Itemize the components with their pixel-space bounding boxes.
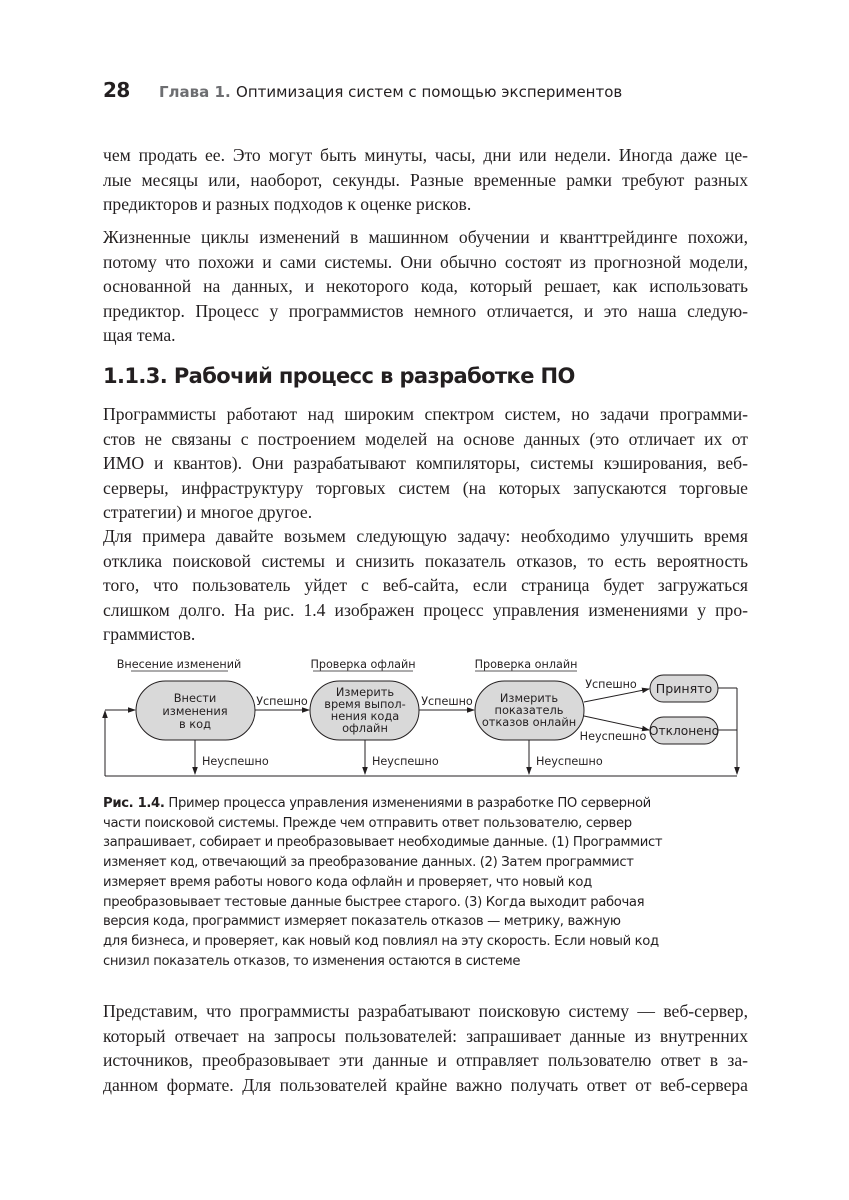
caption-line: снизил показатель отказов, то изменения остаются в системе [103, 953, 521, 969]
svg-text:Проверка офлайн: Проверка офлайн [310, 658, 416, 671]
text-line: Программисты работают над широким спектром систем, но задачи программи- [103, 404, 748, 424]
text-line: Для примера давайте возьмем следующую задачу: необходимо улучшить время [103, 526, 748, 546]
section-heading: 1.1.3. Рабочий процесс в разработке ПО [103, 364, 575, 388]
caption-line: для бизнеса, и проверяет, как новый код повлиял на эту скорость. Если новый код [103, 933, 659, 949]
svg-text:Неуспешно: Неуспешно [536, 755, 603, 768]
svg-text:в код: в код [178, 717, 212, 731]
caption-line: версия кода, программист измеряет показатель отказов — метрику, важную [103, 914, 621, 930]
stage-label-offline-check [310, 658, 415, 671]
edge-success-accepted [584, 678, 649, 702]
figure-label: Рис. 1.4. [103, 796, 165, 811]
text-line: стратегии) и многое другое. [103, 502, 313, 523]
edge-failure-1 [195, 740, 269, 774]
edge-failure-2 [365, 740, 439, 774]
svg-text:отказов онлайн: отказов онлайн [481, 715, 577, 729]
section-paragraph-2 [103, 524, 748, 647]
svg-text:Отклонено: Отклонено [648, 724, 720, 738]
process-diagram [95, 650, 755, 785]
svg-text:Неуспешно: Неуспешно [372, 755, 439, 768]
outcome-rail [718, 688, 737, 774]
stage-label-online-check [475, 658, 578, 671]
page-number: 28 [103, 78, 130, 102]
text-line: слишком долго. На рис. 1.4 изображен процесс управления изменениями у про- [103, 599, 748, 620]
text-line: того, что пользователь уйдет с веб-сайта, если страница будет загружаться [103, 575, 748, 596]
svg-text:Успешно: Успешно [421, 695, 473, 708]
body-paragraph-2 [103, 225, 748, 348]
text-line: щая тема. [103, 325, 176, 346]
caption-line: изменяет код, отвечающий за преобразование данных. (2) Затем программист [103, 855, 634, 871]
svg-text:Проверка онлайн: Проверка онлайн [474, 658, 578, 671]
node-measure-online [475, 681, 584, 740]
text-line: потому что похожи и сами системы. Они обычно состоят из прогнозной модели, [103, 251, 748, 272]
text-line: чем продать ее. Это могут быть минуты, часы, дни или недели. Иногда даже це- [103, 145, 748, 165]
svg-text:Внесение изменений: Внесение изменений [116, 658, 242, 671]
svg-text:изменения: изменения [162, 704, 228, 718]
svg-text:Успешно: Успешно [256, 695, 308, 708]
text-line: данном формате. Для пользователей крайне важно получать ответ от веб-сервера [103, 1074, 748, 1095]
svg-text:Неуспешно: Неуспешно [579, 730, 647, 743]
text-line: источников, преобразовывает эти данные и отправляет пользователю ответ в за- [103, 1050, 748, 1071]
body-paragraph-1 [103, 143, 748, 217]
caption-text: Пример процесса управления изменениями в разработке ПО серверной [164, 796, 651, 811]
text-line: предиктор. Процесс у программистов немного отличается, и это наша следую- [103, 300, 748, 321]
node-measure-offline [310, 681, 419, 740]
edge-failure-3 [529, 740, 603, 774]
text-line: который отвечает на запросы пользователей: запрашивает данные из внутренних [103, 1025, 748, 1046]
text-line: Жизненные циклы изменений в машинном обучении и кванттрейдинге похожи, [103, 227, 748, 247]
chapter-label: Глава 1. [159, 83, 231, 101]
stage-label-make-changes [117, 658, 242, 671]
svg-text:Принято: Принято [655, 681, 713, 696]
text-line: отклика поисковой системы и снизить показатель отказов, то есть вероятность [103, 550, 748, 571]
text-line: Представим, что программисты разрабатывают поисковую систему — веб-сервер, [103, 1001, 748, 1021]
svg-text:Внести: Внести [173, 691, 217, 705]
text-line: основанной на данных, и некоторого кода, который решает, как использовать [103, 276, 748, 297]
caption-line: запрашивает, собирает и преобразовывает необходимые данные. (1) Программист [103, 835, 663, 851]
running-header [103, 78, 622, 102]
text-line: стов не связаны с построением моделей на основе данных (это отличает их от [103, 428, 748, 449]
text-line: лые месяцы или, наоборот, секунды. Разные временные рамки требуют разных [103, 169, 748, 190]
text-line: граммистов. [103, 624, 196, 645]
node-rejected [649, 717, 719, 744]
edge-success-2 [419, 695, 474, 710]
svg-text:время выпол-: время выпол- [324, 697, 406, 711]
closing-paragraph [103, 999, 748, 1097]
chapter-title: Оптимизация систем с помощью экспериментов [236, 83, 623, 101]
svg-text:нения кода: нения кода [330, 709, 400, 723]
section-paragraph-1 [103, 402, 748, 525]
text-line: серверы, инфраструктуру торговых систем (на которых запускаются торговые [103, 477, 748, 498]
svg-text:Успешно: Успешно [585, 678, 637, 691]
caption-line: части поисковой системы. Прежде чем отправить ответ пользователю, сервер [103, 815, 632, 831]
node-accepted [650, 675, 718, 702]
svg-text:показатель: показатель [494, 703, 564, 717]
caption-line: измеряет время работы нового кода офлайн и проверяет, что новый код [103, 874, 592, 890]
svg-text:Измерить: Измерить [499, 691, 559, 705]
text-line: предикторов и разных подходов к оценке рисков. [103, 194, 472, 215]
node-make-change [136, 681, 255, 740]
svg-text:Измерить: Измерить [335, 685, 395, 699]
figure-caption [103, 794, 743, 971]
text-line: ИМО и квантов). Они разрабатывают компиляторы, системы кэширования, веб- [103, 453, 748, 474]
caption-line: преобразовывает тестовые данные быстрее старого. (3) Когда выходит рабочая [103, 894, 645, 910]
svg-text:офлайн: офлайн [342, 721, 388, 735]
edge-success-1 [255, 695, 309, 710]
edge-failure-rejected [580, 716, 649, 743]
svg-text:Неуспешно: Неуспешно [202, 755, 269, 768]
